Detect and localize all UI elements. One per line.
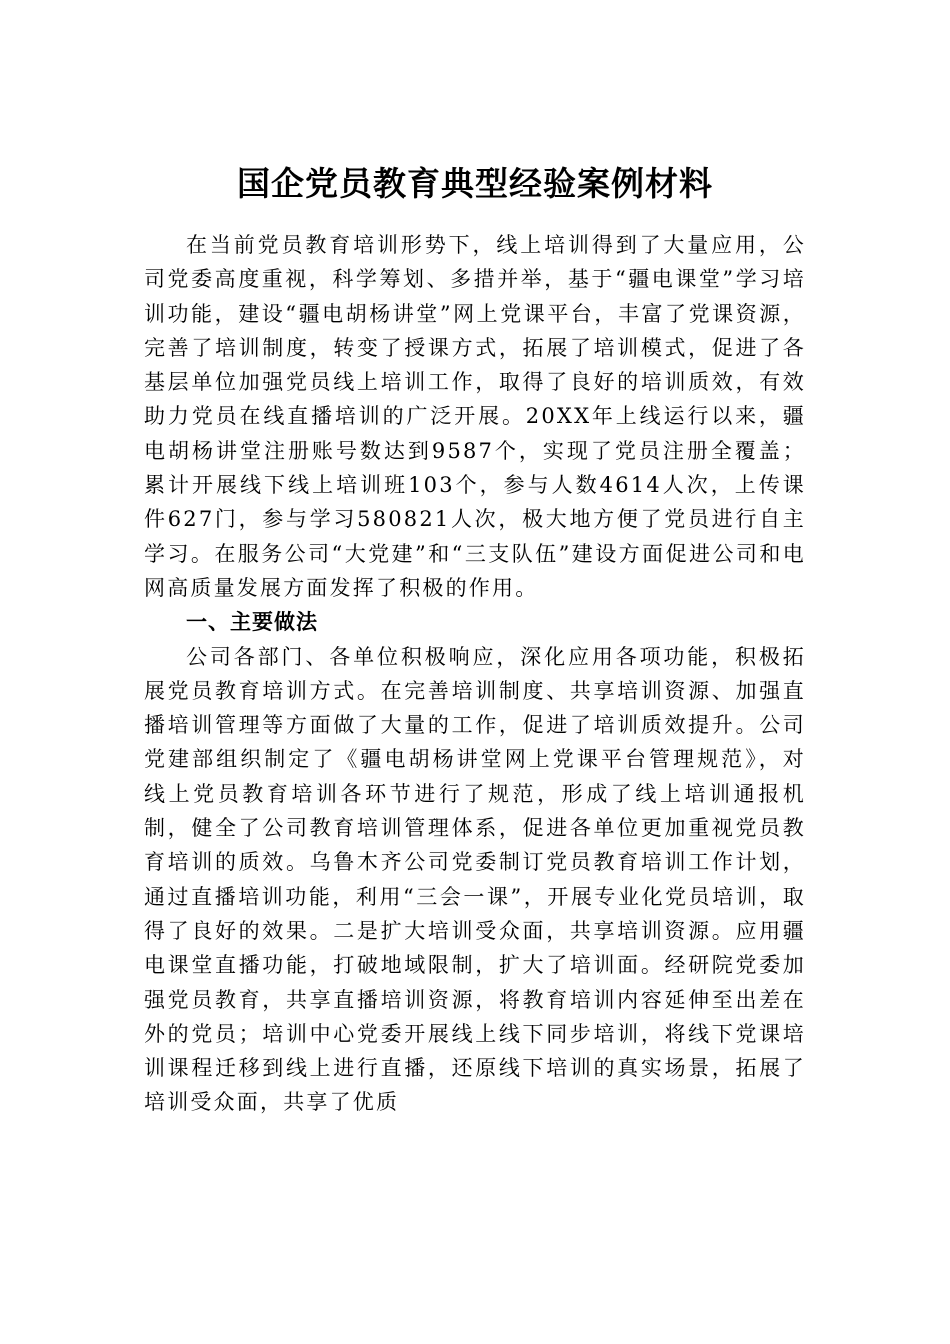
document-title: 国企党员教育典型经验案例材料 bbox=[237, 164, 713, 203]
intro-paragraph: 在当前党员教育培训形势下，线上培训得到了大量应用，公司党委高度重视，科学筹划、多措并举，基于“疆电课堂”学习培训功能，建设“疆电胡杨讲堂”网上党课平台，丰富了党课资源，完善了培训制度，转变了授课方式，拓展了培训模式，促进了各基层单位加强党员线上培训工作，取得了良好的培训质效，有效助力党员在线直播培训的广泛开展。20XX年上线运行以来，疆电胡杨讲堂注册账号数达到9587个，实现了党员注册全覆盖；累计开展线下线上培训班103个，参与人数4614人次，上传课件627门，参与学习580821人次，极大地方便了党员进行自主学习。在服务公司“大党建”和“三支队伍”建设方面促进公司和电网高质量发展方面发挥了积极的作用。 bbox=[144, 233, 806, 600]
section-paragraph: 公司各部门、各单位积极响应，深化应用各项功能，积极拓展党员教育培训方式。在完善培训制度、共享培训资源、加强直播培训管理等方面做了大量的工作，促进了培训质效提升。公司党建部组织制定了《疆电胡杨讲堂网上党课平台管理规范》，对线上党员教育培训各环节进行了规范，形成了线上培训通报机制，健全了公司教育培训管理体系，促进各单位更加重视党员教育培训的质效。乌鲁木齐公司党委制订党员教育培训工作计划，通过直播培训功能，利用“三会一课”，开展专业化党员培训，取得了良好的效果。二是扩大培训受众面，共享培训资源。应用疆电课堂直播功能，打破地域限制，扩大了培训面。经研院党委加强党员教育，共享直播培训资源，将教育培训内容延伸至出差在外的党员；培训中心党委开展线上线下同步培训，将线下党课培训课程迁移到线上进行直播，还原线下培训的真实场景，拓展了培训受众面，共享了优质 bbox=[144, 644, 806, 1115]
section-heading: 一、主要做法 bbox=[186, 610, 318, 635]
document-body bbox=[144, 228, 806, 1120]
